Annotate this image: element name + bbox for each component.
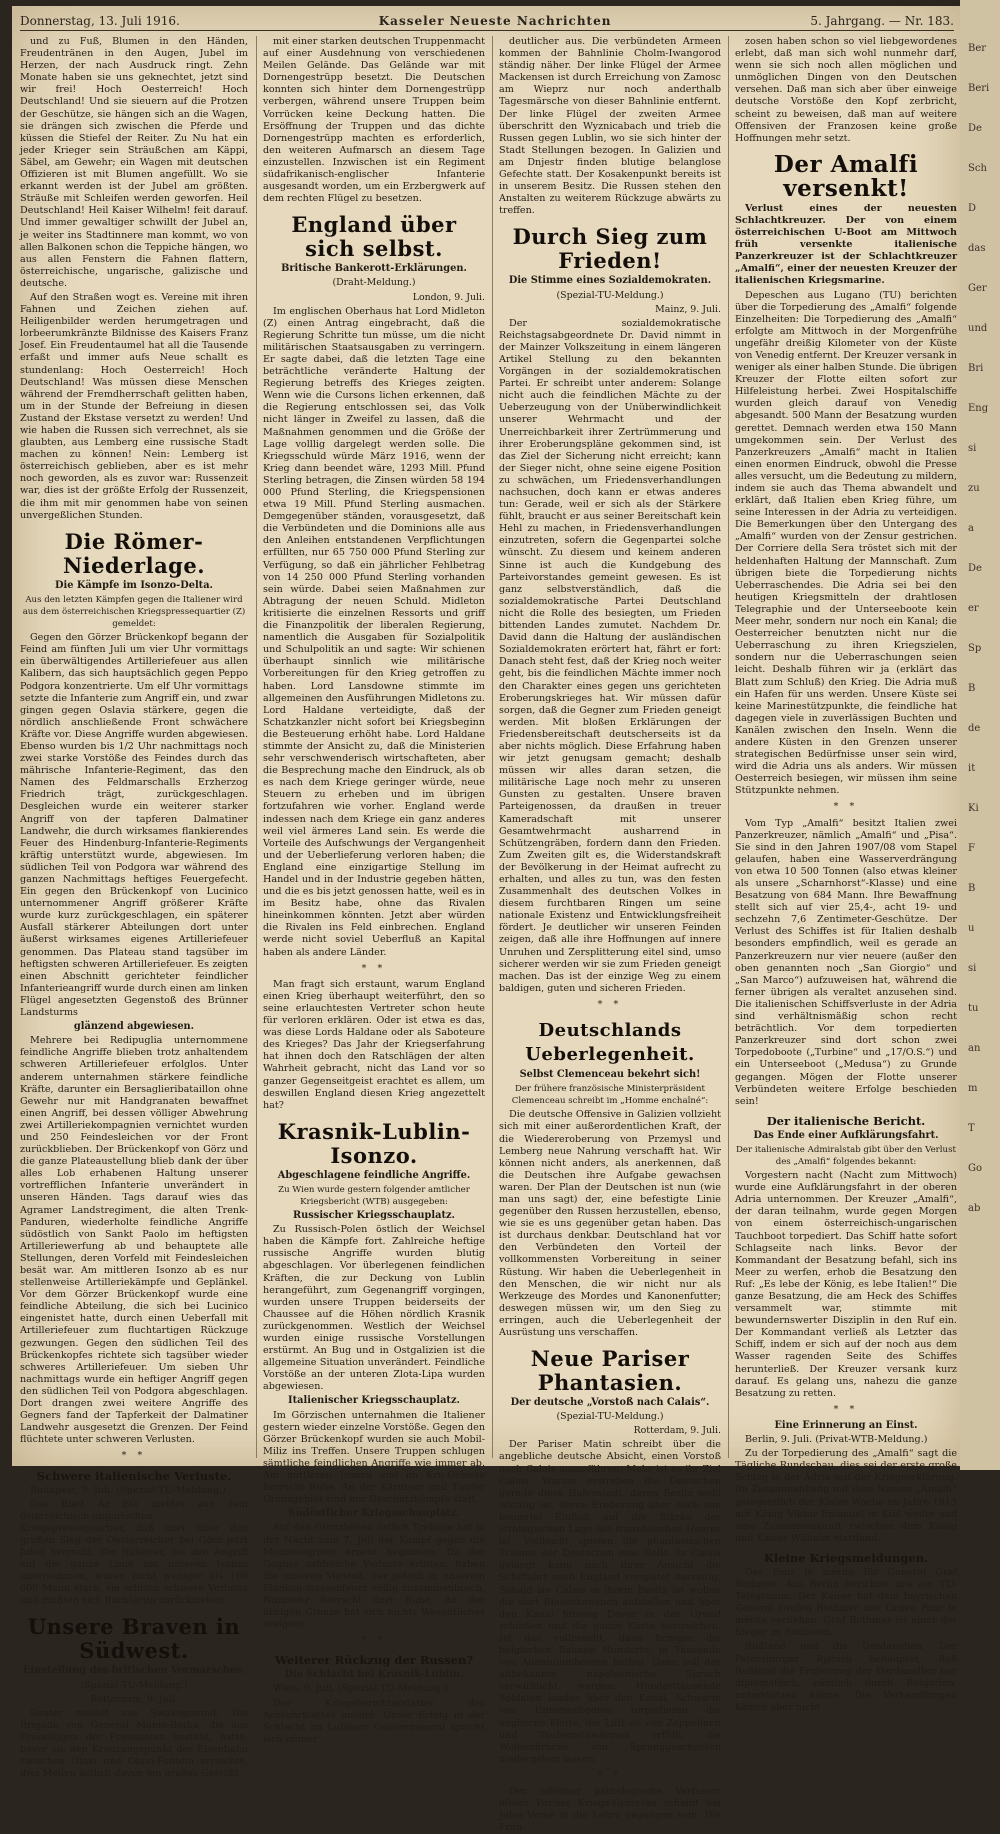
separator-stars: * * <box>833 801 859 813</box>
article-text: Gegen den Görzer Brückenkopf begann der Feind am fünften Juli um vier Uhr vormittags ein überwältigendes Artilleriefeuer aus allen Kalibern, das sich hauptsächlich gegen Peppo Podgora konzentrierte. Um elf Uhr vormittags setzte die Infanterie zum Angriff ein, und zwar gingen gegen Oslavia stärkere, gegen die nördlich anschließende Front schwächere Kräfte vor. Diese Angriffe wurden abgewiesen. Ebenso wurden bis 1/2 Uhr nachmittags noch zwei starke Vorstöße des Feindes durch das mährische Infanterie-Regiment, das den Namen des Feldmarschalls Erzherzog Friedrich trägt, zurückgeschlagen. Desgleichen wurde ein weiterer starker Angriff von der tapferen Dalmatiner Landwehr, die durch wirksames flankierendes Feuer des Hindenburg-Infanterie-Regiments kräftig unterstützt wurde, abgewiesen. Im südlichen Teil von Podgora war während des ganzen Nachmittags heftiges Feuergefecht. Ein gegen den Brückenkopf von Lucinico unternommener Angriff größerer Kräfte wurde kurz zurückgeschlagen, ein späterer Ausfall stärkerer Abteilungen dort unter äußerst wirksames eigenes Artilleriefeuer genommen. Das Plateau stand tagsüber im heftigsten schweren Artilleriefeuer. Es zeigten einen Abschnitt gerichteter feindlicher Infanterieangriff wurde durch einen am linken Flügel angesetzten Gegenstoß des Brünner Landsturms <box>20 632 248 1019</box>
newspaper-title: Kasseler Neueste Nachrichten <box>378 14 612 28</box>
adjacent-page-fragment: F <box>968 843 975 854</box>
adjacent-page-fragment: Ki <box>968 803 979 814</box>
adjacent-page-fragment: D <box>968 203 977 214</box>
separator-stars: * * <box>597 1769 623 1781</box>
separator-stars: * * <box>597 998 623 1010</box>
adjacent-page-fragment: de <box>968 723 981 734</box>
headline-roemer-niederlage: Die Römer-Niederlage. <box>62 528 206 578</box>
separator-stars: * * <box>361 962 387 974</box>
article-text: Auf den Straßen wogt es. Vereine mit ihren Fahnen und Zeichen ziehen auf. Heiligenbilder werden herumgetragen und lorbeerumkränzte Bildnisse des Kaisers Franz Josef. Ein Freudentaumel hat all die Tausende erfaßt und immer aufs Neue schallt es stundenlang: Hoch Oesterreich! Hoch Deutschland! Was müssen diese Menschen während der Fremdherrschaft gelitten haben, um in der Stunde der Befreiung in diesen Zustand der Ekstase versetzt zu werden! Und wie haben die Russen sich verrechnet, als sie glaubten, aus Lemberg eine russische Stadt machen zu können! Nein: Lemberg ist österreichisch geblieben, aber es ist mehr noch geworden, als es zuvor war: Russenzeit war, dies ist der größte Erfolg der Russenzeit, die ihm mit mir genommen habe von seinen unvergeßlichen Stunden. <box>20 291 248 521</box>
article-text: Mehrere bei Redipuglia unternommene feindliche Angriffe blieben trotz anhaltendem schweren Artilleriefeuer erfolglos. Unter anderem unternahmen stärkere feindliche Kräfte, darunter ein Bersaglieribataillon ohne Gewehr nur mit Handgranaten bewaffnet einen Angriff, bei dessen völliger Abwehrung zwei Artilleriekompagnien vernichtet wurden und 250 Feindesleichen vor der Front zurückblieben. Der Brückenkopf von Görz und die ganze Plateaustellung blieb dank der über alles Lob erhabenen Haltung unserer vortrefflichen Infanterie unverändert in unseren Händen. Tags darauf wies das Agramer Landstregiment, die alten Trenk-Panduren, wiederholte feindliche Angriffe südöstlich von Sankt Paolo im heftigsten Artilleriewerfung ab und behauptete alle Stellungen, deren Vorfeld mit Feindesleichen besät war. Am mittleren Isonzo ab es nur stellenweise Artilleriekämpfe und Geplänkel. Vor dem Görzer Brückenkopf wurde eine feindliche Abteilung, die sich bei Lucinico eingenistet hatte, durch einen Ueberfall mit Artilleriefeuer zum fluchtartigen Rückzuge gezwungen. Gegen den südlichen Teil des Brückenkopfes richtete sich tagsüber wieder schweres Artilleriefeuer. Um sieben Uhr nachmittags wurde ein heftiger Angriff gegen den südlichen Teil von Podgora abgeschlagen. Dort drangen zwei weitere Angriffe des Gegners fand der Tapferkeit der Dalmatiner Landwehr ausgesetzt die Grenzen. Der Feind flüchtete unter schweren Verlusten. <box>20 1035 248 1446</box>
section-heading: Eine Erinnerung an Einst. <box>774 1419 918 1431</box>
adjacent-page-fragment: B <box>968 883 976 894</box>
adjacent-page-fragment: B <box>968 683 976 694</box>
subheadline: Die Stimme eines Sozialdemokraten. <box>508 275 712 287</box>
article-text: Vorgestern nacht (Nacht zum Mittwoch) wurde eine Aufklärungsfahrt in der oberen Adria unternommen. Der Kreuzer „Amalfi“, der daran teilnahm, wurde gegen Morgen von einem österreichisch-ungarischen Tauchboot torpediert. Das Schiff hatte sofort Schlagseite nach links. Bevor der Kommandant der Besatzung befahl, sich ins Meer zu werfen, erhob die Besatzung den Ruf: „Es lebe der König, es lebe Italien!“ Die ganze Besatzung, die am Heck des Schiffes versammelt war, stimmte mit bewundernswerter Disziplin in den Ruf ein. Der Kommandant verließ als Letzter das Schiff, indem er sich auf der noch aus dem Wasser ragenden Seite des Schiffes herunterließ. Der Kreuzer versank kurz darauf. Es gelang uns, nahezu die ganze Besatzung zu retten. <box>735 1170 957 1399</box>
adjacent-page-text <box>960 40 1000 1218</box>
article-note: Der frühere französische Ministerpräsident Clemenceau schreibt im „Homme enchaîné“: <box>511 1084 709 1107</box>
adjacent-page-fragment: it <box>968 763 976 774</box>
issue-number: 5. Jahrgang. — Nr. 183. <box>810 14 954 28</box>
article-text: deutlicher aus. Die verbündeten Armeen kommen der Bahnlinie Cholm-Iwangorod ständig näher. Der linke Flügel der Armee Mackensen ist durch Erreichung von Zamosc am Wieprz nur noch anderthalb Tagesmärsche von dieser Bahnlinie entfernt. Der linke Flügel der zweiten Armee überschritt den Wyznicabach und trieb die Russen gegen Lublin, wo sie sich hinter der Stadt Stellungen bezogen. In Galizien und am Dnjestr finden blutige belanglose Gefechte statt. Der Kosakenpunkt bereits ist in unserem Besitz. Die Russen stehen den Anstalten zu weiterem Rückzuge abwärts zu treffen. <box>499 36 721 217</box>
section-heading: glänzend abgewiesen. <box>73 1021 195 1033</box>
headline-amalfi: Der Amalfi versenkt! <box>773 150 919 202</box>
newspaper-page <box>12 6 962 1834</box>
adjacent-page-fragment: si <box>968 443 977 454</box>
column-4 <box>728 36 957 1713</box>
dateline: Berlin, 9. Juli. (Privat-WTB-Meldung.) <box>745 1434 928 1446</box>
adjacent-page-fragment: Sp <box>968 643 982 654</box>
adjacent-page-fragment: a <box>968 523 974 534</box>
article-note: Der italienische Admiralstab gibt über den Verlust des „Amalfi“ folgendes bekannt: <box>736 1144 956 1167</box>
source-line: (Draht-Meldung.) <box>332 277 416 289</box>
dateline: London, 9. Juli. <box>412 291 485 303</box>
column-3 <box>492 36 721 1834</box>
adjacent-page-fragment: Ber <box>968 43 987 54</box>
adjacent-page-fragment: De <box>968 563 982 574</box>
dateline: Wien, 9. Juli. (Spezial-TU-Meldung.) <box>273 1683 448 1695</box>
adjacent-page-fragment: u <box>968 923 975 934</box>
article-text: und zu Fuß, Blumen in den Händen, Freudentränen in den Augen, Jubel im Herzen, der nach Ausdruck ringt. Zehn Monate haben sie uns geknechtet, jetzt sind wir frei! Hoch Oesterreich! Hoch Deutschland! Und sie sieuern auf die Protzen der Geschütze, sie hängen sich an die Wagen, sie drängen sich zwischen die Pferde und küssen die Stiefel der Reiter. Zu Nu hat ein jeder Krieger sein Sträußchen am Käppi, Säbel, am Gewehr; ein Wagen mit deutschen Offizieren ist mit Blumen angefüllt. Wo sie erkannt werden ist der Jubel am größten. Sträuße mit Schleifen werden geworfen. Heil Deutschland! Heil Kaiser Wilhelm! feit darauf. Und immer gewaltiger schwillt der Jubel an, je weiter ins Stadtinnere man kommt, wo von allen Balkonen schon die Teppiche hängen, wo aus allen Fenstern die Fahnen flattern, österreichische, ungarische, galizische und deutsche. <box>20 36 248 289</box>
article-text: Der Pariser Matin schreibt über die angebliche deutsche Absicht, einen Vorstoß nach Calais auszuführen: Mehr ist es ihr Ziel Calais. Warum erstreben die Deutschen gerade diese Hafenstadt, deren Besitz wohl wichtig ist, deren Eroberung aber doch von keinerlei Einfluß auf die Stärke der strategischen Lage des französischen Heeres ist. Vielleicht spielen die phantastischen Träume der Deutschen eine Rolle. In Calais gelangt kann nach ihrer Ansicht die Schiffahrt nach England verspätet derzeitig. Sobald sie Calais in ihrem Besitz ist wollen die dort Riesenkanonen aufstellen und über den Kanal hinweg Dover in den Grund schießen und die ganze Küste bestreichen. Ist das vollbracht, dann bringen die belgischen Bahnen Hunderte, ja Tausende von Aluminiumbooten herbei. Dann soll der altbekannte napoleonische Spruch verwirklicht werden: Hunderttausende Soldaten landen über den Kanal, Schwarm von Unterseebooten torpedieren die englische Flotte, die Luft ist von Zeppelinen und Taubenschwärmen erfüllt, die Wolkenbrüche von Sprenggeschossen niedergehen lassen. <box>499 1439 721 1765</box>
adjacent-page-fragment: zu <box>968 483 980 494</box>
adjacent-page-fragment: m <box>968 1083 978 1094</box>
adjacent-page-fragment: das <box>968 243 986 254</box>
headline-braven: Unsere Braven in Südwest. <box>27 1614 241 1664</box>
subheadline: Selbst Clemenceau bekehrt sich! <box>519 1069 701 1081</box>
article-text: Das Blatt Az Est meldet aus dem österreichisch-ungarischen Kriegspressequartier, daß dort über den großen Sieg der Oesterreicher bei Görz jetzt Jubel herrscht. Die Italiener, die den Angriff auf die ganze Linie am unteren Isonzo unternahmen, waren nicht weniger als 160 000 Mann stark; sie erlitten schwere Verluste und mußten sich fluchtartig zurückziehen. <box>20 1498 248 1607</box>
adjacent-page-fragment: Ger <box>968 283 987 294</box>
article-text: Depeschen aus Lugano (TU) berichten über die Torpedierung des „Amalfi“ folgende Einzelheiten: Die Torpedierung des „Amalfi“ erfolgte am Mittwoch in der Morgenfrühe ungefähr dreißig Kilometer von der Küste von Venedig entfernt. Der Kreuzer versank in weniger als einer halben Stunde. Die übrigen Kreuzer der Flotte eilten sofort zur Hilfeleistung herbei. Zwei Hospitalschiffe wurden gleich darauf von Venedig abgesandt. 500 Mann der Besatzung wurden gerettet. Demnach werden etwa 150 Mann umgekommen sein. Der Verlust des Panzerkreuzers „Amalfi“ macht in Italien einen enormen Eindruck, obwohl die Presse alles versucht, um die Bedeutung zu mildern, indem sie auch das Thema abwandelt und erklärt, daß Italien eben Krieg führe, um seine Interessen in der Adria zu verteidigen. Die Bemerkungen über den Untergang des „Amalfi“ wurden von der Zensur gestrichen. Der Corriere della Sera tröstet sich mit der heldenhaften Haltung der Mannschaft. Zum übrigen biete die Torpedierung nichts Ueberraschendes. Die Adria sei bei den heutigen Kriegsmitteln der drahtlosen Telegraphie und der Unterseeboote kein Meer mehr, sondern nur noch ein Kanal; die Oesterreicher benutzten nicht nur die Ueberraschung zu ihren Kriegszielen, sondern nur die Ueberraschungen seien leicht. Deshalb führen wir ja (erklärt das Blatt zum Schluß) den Krieg. Die Adria muß ein Hafen für uns werden. Unsere Küste sei keine Marinestützpunkte, die feindliche hat dagegen viele in zuverlässigen Buchten und Kanälen zwischen den Inseln. Wenn die andere Küsten in den Grenzen unserer strategischen Bedürfnisse unser sein wird, wird die Adria uns als anders. Wir müssen Oesterreich besiegen, wir müssen ihm seine Stützpunkte nehmen. <box>735 289 957 797</box>
adjacent-page-fragment: Sch <box>968 163 987 174</box>
article-note: Zu Wien wurde gestern folgender amtlicher Kriegsbericht (WTB) ausgegeben: <box>278 1184 470 1207</box>
separator-stars: * * <box>833 1403 859 1415</box>
article-text: Vom Typ „Amalfi“ besitzt Italien zwei Panzerkreuzer, nämlich „Amalfi“ und „Pisa“. Sie sind in den Jahren 1907/08 vom Stapel gelaufen, haben eine Wasserverdrängung von etwa 10 500 Tonnen (also etwas kleiner als unsere „Scharnhorst“-Klasse) und eine Besatzung von 684 Mann. Ihre Bewaffnung stellt sich auf vier 25,4-, acht 19- und sechzehn 7,6 Zentimeter-Geschütze. Der Verlust des Schiffes ist für Italien deshalb besonders empfindlich, weil es gerade an Panzerkreuzern nur vier neuere (außer den oben genannten noch „San Giorgio“ und „San Marco“) aufzuweisen hat, während die ferner übrigen als veraltet anzusehen sind. Die italienischen Schiffsverluste in der Adria sind verhältnismäßig schon recht beträchtlich. Vor dem torpedierten Panzerkreuzer sind dort schon zwei Torpedoboote („Turbine“ und „17/O.S.“) und ein Unterseeboot („Medusa“) zu Grunde gegangen. Mögen der Flotte unserer Verbündeten weitere Erfolge beschieden sein! <box>735 817 957 1107</box>
article-text: zosen haben schon so viel liebgewordenes erlebt, daß man sich wohl nunmehr darf, wenn sie sich noch allen möglichen und unmöglichen Dingen von den Deutschen versehen. Daß man sich aber über einweige deutsche Vorstöße den Kopf zerbricht, scheint zu beweisen, daß man auf weitere Offensiven der Franzosen keine große Hoffnungen mehr setzt. <box>735 36 957 144</box>
adjacent-page-fragment: si <box>968 963 977 974</box>
subheadline: Der deutsche „Vorstoß nach Calais“. <box>510 1397 710 1409</box>
dateline: Mainz, 9. Juli. <box>655 303 721 315</box>
section-heading: Italienischer Kriegsschauplatz. <box>288 1395 460 1407</box>
article-lead: Verlust eines der neuesten Schlachtkreuzer. Der von einem österreichischen U-Boot am Mittwoch früh versenkte italienische Panzerkreuzer ist der Schlachtkreuzer „Amalfi“, einer der neuesten Kreuzer der italienischen Kriegsmarine. <box>735 202 957 287</box>
article-text: Reuter meldet aus Swakopmund: Die Brigade von General Manie-Botha, die aus Freiwilligen der Freistaaten besteht, hatte, bevor sie den Kreuzungspunkt der Eisenbahn zwischen Otavi und Otavi-Fontein erreichte, drei Meilen östlich davon ein großes Gefecht <box>20 1707 248 1780</box>
article-text: Zu Russisch-Polen östlich der Weichsel haben die Kämpfe fort. Zahlreiche heftige russische Angriffe wurden blutig abgeschlagen. Vor überlegenen feindlichen Kräften, die zur Deckung von Lublin herangeführt, zum Gegenangriff vorgingen, wurden unsere Truppen beiderseits der Chaussee auf die Höhen nördlich Krasnik zurückgenommen. Westlich der Weichsel wurden einige russische Vorstellungen erstürmt. An Bug und in Ostgalizien ist die allgemeine Situation unverändert. Feindliche Vorstöße an der unteren Zlota-Lipa wurden abgewiesen. <box>263 1224 485 1393</box>
section-heading: Russischer Kriegsschauplatz. <box>293 1210 455 1222</box>
subheadline: Das Ende einer Aufklärungsfahrt. <box>753 1129 939 1141</box>
source-line: (Spezial-TU-Meldung.) <box>556 289 664 301</box>
adjacent-page-fragment: Bri <box>968 363 984 374</box>
article-text: Im Görzischen unternahmen die Italiener gestern wieder einzelne Vorstöße. Gegen den Görzer Brückenkopf wurden sie auch Mobil-Miliz ins Treffen. Unsere Truppen schlugen sämtliche feindlichen Angriffe wie immer ab. Am mittleren Isonzo und im Krn-Gebiete herrscht Ruhe. An der Kärntner und Tiroler Grenzgebiet sind nur Geschützkämpfe statt. <box>263 1409 485 1506</box>
adjacent-page-fragment: Beri <box>968 83 990 94</box>
dateline: Rotterdam, 9. Juli. <box>633 1425 721 1437</box>
adjacent-page-fragment: tu <box>968 1003 979 1014</box>
headline-ueberlegenheit: Deutschlands Ueberlegenheit. <box>525 1020 695 1066</box>
column-1 <box>20 36 248 1780</box>
subheadline: Die Kämpfe im Isonzo-Delta. <box>55 579 213 591</box>
separator-stars: * * <box>361 1635 387 1647</box>
section-heading: Südöstlicher Kriegsschauplatz. <box>288 1508 460 1520</box>
article-text: Man fragt sich erstaunt, warum England einen Krieg überhaupt weiterführt, den so seine erlauchtesten Vertreter schon heute für verloren erklären. Oder ist etwa es das, was diese Lords Haldane oder als Saboteure des Krieges? Das Jahr der Kriegserfahrung hat ihnen doch den Ratschlägen der alten Wahrheit gebracht, nicht das Land vor so ganzer Gegenseitgeist erachtet es allem, um deswillen England diesen Krieg angezettelt hat? <box>263 978 485 1111</box>
subheadline: Britische Bankerott-Erklärungen. <box>281 263 467 275</box>
article-text: Der Pour le mérite für General Graf Bothmer. Aus Berlin berichtet uns ein TU-Telegramm: Der Kaiser hat dem bayrischen General Grafen Bothmer den Orden Pour le mérite verliehen. Graf Bothmer ist einer der Sieger im Südosten. <box>735 1566 957 1639</box>
adjacent-page-fragment: De <box>968 123 982 134</box>
issue-date: Donnerstag, 13. Juli 1916. <box>20 14 180 28</box>
article-text: Auf den Grenzhöhen östlich Trebinje hat in der Nacht zum 7. Juli der Kampf gegen die Montenegriner erneut begonnen. Da der Gegner zahlreiche Verluste erlitten, haben die unseren Vorstoß, der jedoch in unserem Flanken-massenfeuer völlig zusammenbrach. Nunmehr herrscht dort Ruhe. An der übrigen Grenze hat sich nichts Wesentliches ereignet. <box>263 1522 485 1631</box>
article-text: mit einer starken deutschen Truppenmacht auf einer Ausdehnung von verschiedenen Meilen Gelände. Das Gelände war mit Dornengestrüpp besetzt. Die Deutschen konnten sich hinter dem Dornengestrüpp verbergen, während unsere Truppen beim Vorrücken keine Deckung hatten. Die Ersöffnung der Truppen und das dichte Dornengestrüpp machten es erforderlich, den weiteren Aufmarsch an diesem Tage einzustellen. Inzwischen ist ein Regiment südafrikanisch-englischer Infanterie ausgesandt worden, um ein Erzbergwerk auf dem rechten Flügel zu besetzen. <box>263 36 485 205</box>
adjacent-page-fragment: er <box>968 603 979 614</box>
headline-england: England über sich selbst. <box>291 212 457 262</box>
subheadline: Abgeschlagene feindliche Angriffe. <box>277 1169 471 1181</box>
headline-sieg-frieden: Durch Sieg zum Frieden! <box>512 224 708 274</box>
dateline: Rotterdam, 9. Juli. <box>90 1693 178 1705</box>
article-text: Der Kriegsberichterstatter des Achtuhrblattes meldet: Unser Erfolg in der Schlacht im Lubliner Gouvernement spricht sich immer <box>263 1697 485 1745</box>
article-text: Der sozialdemokratische Reichstagsabgeordnete Dr. David nimmt in der Mainzer Volkszeitung in einem längeren Artikel Stellung zu den bekannten Vorgängen in der sozialdemokratischen Partei. Er schreibt unter anderem: Solange nicht auch die feindlichen Mächte zu der Ueberzeugung von der Unüberwindlichkeit unserer Wehrmacht und der Unerreichbarkeit ihrer Zertrümmerung und ihrer Eroberungspläne gekommen sind, ist das Ziel der Sicherung nicht erreicht; kann der Sieger nicht, ohne seine eigene Position zu schwächen, um Friedensverhandlungen nachsuchen, doch kann er etwas anderes tun: Gerade, weil er sich als der Stärkere fühlt, braucht er aus seiner Bereitschaft kein Hehl zu machen, in Friedensverhandlungen einzutreten, sofern die Gegenpartei solche wünscht. Zu diesem und keinem anderen Sinne ist auch die Kundgebung des Parteivorstandes gemeint gewesen. Es ist ganz selbstverständlich, daß die sozialdemokratische Partei Deutschland nicht die Rolle des besiegten, um Frieden bittenden Landes zumutet. Nachdem Dr. David dann die Haltung der ausländischen Sozialdemokraten erörtert hat, fährt er fort: Danach steht fest, daß der Krieg noch weiter geht, bis die feindlichen Mächte immer noch den Charakter eines gegen uns gerichteten Eroberungskrieges hat. Wir müssen dafür sorgen, daß die Gegner zum Frieden geneigt werden. Mit bloßen Erklärungen der Friedensbereitschaft deutscherseits ist da aber nichts möglich. Diese Erfahrung haben wir jetzt genugsam gemacht; deshalb müssen wir alles daran setzen, die militärische Lage noch mehr zu unseren Gunsten zu gestalten. Unsere braven Parteigenossen, da draußen in treuer Kameradschaft mit unserer Gesamtwehrmacht ausharrend in Schützengräben, fordern dann den Frieden. Zum Zweiten gilt es, die Widerstandskraft der Bevölkerung in der Heimat aufrecht zu erhalten, und alles zu tun, was den festen Zusammenhalt des deutschen Volkes in diesem furchtbaren Ringen um seine nationale Existenz und Entwicklungsfreiheit fördert. Je deutlicher wir unseren Feinden zeigen, daß alle ihre Hoffnungen auf innere Unruhen und Zersplitterung eitel sind, umso sicherer werden wir sie zum Frieden geneigt machen. Das ist der einzige Weg zu einem baldigen, guten und sicheren Frieden. <box>499 317 721 994</box>
column-2 <box>256 36 485 1745</box>
source-line: (Spezial-TU-Meldung.) <box>80 1679 188 1691</box>
headline-verluste: Schwere italienische Verluste. <box>36 1468 232 1483</box>
dateline: Budapest, 9. Juli. (Spezial-TU-Meldung.) <box>30 1484 226 1496</box>
headline-phantasien: Neue Pariser Phantasien. <box>530 1346 690 1396</box>
separator-stars: * * <box>121 1450 147 1462</box>
article-text: Die deutsche Offensive in Galizien vollzieht sich mit einer außerordentlichen Kraft, der die Wiedereroberung von Przemysl und Lemberg neue Nahrung verschafft hat. Wir können nicht anders, als anerkennen, daß die Deutschen ihre Aufgabe gewachsen waren. Der Plan der Deutschen ist nun (wie man uns sagt) der, eine befestigte Linie gegenüber den Russen herzustellen, ebenso, wie sie es uns gegenüber getan haben. Das ist durchaus denkbar. Deutschland hat vor den Verbündeten den Vorteil der vollkommensten Vorbereitung in seiner Rüstung. Wir haben die Ueberlegenheit in den Menschen, die wir nicht nur als Werkzeuge des Mordes und Kanonenfutter; deswegen müssen wir, um den Sieg zu erringen, auch die Ueberlegenheit der Ausrüstung uns verschaffen. <box>499 1109 721 1338</box>
adjacent-page-fragment: Eng <box>968 403 989 414</box>
adjacent-page-fragment: Go <box>968 1163 983 1174</box>
headline-ital-bericht: Der italienische Bericht. <box>766 1113 926 1128</box>
adjacent-page-strip <box>960 0 1000 1470</box>
subheadline: Einstellung des britischen Vormarsches. <box>23 1665 245 1677</box>
article-note: Aus den letzten Kämpfen gegen die Italiener wird aus dem österreichischen Kriegspressequartier (Z) gemeldet: <box>22 594 246 630</box>
article-text: Rußland und die Dardanellen. Der Petersburger Rjetsch behauptet, daß Rußland die Eroberung der Dardanellen nur diplomatisch, nämlich durch Bulgarien, unterstützen könne. Die Verhandlungen kämen aber nicht <box>735 1641 957 1713</box>
adjacent-page-fragment: an <box>968 1043 981 1054</box>
masthead-line <box>20 12 954 31</box>
adjacent-page-fragment: und <box>968 323 988 334</box>
headline-krasnik: Krasnik-Lublin-Isonzo. <box>277 1118 471 1168</box>
headline-kleine-meldungen: Kleine Kriegsmeldungen. <box>763 1550 929 1565</box>
article-text: Der offenbar pathologische Verfasser dieser Pariser Kriegs-Groteske scheint bei Jules Verne in die Lehre gegangen sein. Die Fran- <box>499 1786 721 1834</box>
article-text: Zu der Torpedierung des „Amalfi“ sagt die Tägliche Rundschau, dies sei der erste große Schlag in der Adria seit der Kriegserklärung. Im Zusammenhang mit dem Namen „Amalfi“ gelegentlich der Kieler Woche im Jahre 1913 mit König Viktor Emanuel in Kiel weilte und eine Zusammenkunft zwischen dem König und Kaiser Wilhelm stattfand. <box>735 1448 957 1544</box>
article-text: Im englischen Oberhaus hat Lord Midleton (Z) einen Antrag eingebracht, daß die Regierung Schritte tun müsse, um die nicht militärischen Staatsausgaben zu verringern. Er sagte dabei, daß die letzten Tage eine beträchtliche veränderte Haltung der Regierung betreffs des Krieges zeigten. Wenn wie die Cursons lichen erkennen, daß die Regierung entschlossen sei, das Volk nicht länger in Zweifel zu lassen, daß die Maßnahmen genommen und die Größe der Lage volllig dargelegt werden solle. Die Kriegsschuld würde März 1916, wenn der Krieg dann beendet wäre, 1293 Mill. Pfund Sterling betragen, die Zinsen würden 58 194 000 Pfund Sterling, die Kriegspensionen etwa 19 Mill. Pfund Sterling ausmachen. Demgegenüber ständen, vorausgesetzt, daß die Verbündeten und die Dominions alle aus den Anleihen entstandenen Verpflichtungen erfüllten, nur 65 750 000 Pfund Sterling zur Verfügung, so daß ein jährlicher Fehlbetrag von 14 250 000 Pfund Sterling vorhanden sein würde. Dabei seien Maßnahmen zur Abtragung der neuen Schuld. Midleton kritisierte die einzelnen Ressorts und griff die Finanzpolitik der liberalen Regierung, namentlich die Ausgaben für Sozialpolitik und Schulpolitik an und sagte: Wir schienen überhaupt sinnlich wie militärische Vorbereitungen für den Krieg getroffen zu haben. Lord Lansdowne stimmte im allgemeinen den Ausführungen Midletons zu. Lord Haldane verteidigte, daß der Schatzkanzler nicht sofort bei Kriegsbeginn die Besteuerung erhöht habe. Lord Haldane stimmte der Ansicht zu, daß die Ministerien sehr verschwenderisch wirtschafteten, aber die Besprechung mache den Eindruck, als ob es nach dem Kriege geringer würde, neue Steuern zu erheben und im übrigen fortzufahren wie vorher. England werde indessen nach dem Kriege ein ganz anderes weil viel ärmeres Land sein. Es werde die Vorteile des Aufschwungs der Vergangenheit und der Ueberlieferung verloren haben; die England eine einzigartige Stellung im Handel und in der Industrie gegeben hätten, und die es bis jetzt genossen hatte, weil es in im Besitz habe, ohne das Rivalen hineinkommen könnten. Jetzt aber würden die Rivalen ins Feld einbrechen. England werde nicht soviel Ueberfluß an Kapital haben als andere Länder. <box>263 305 485 958</box>
adjacent-page-fragment: T <box>968 1123 975 1134</box>
subheadline: Die Schlacht bei Krasnik-Lublin. <box>284 1669 464 1681</box>
headline-rueckzug: Weiterer Rückzug der Russen? <box>274 1653 474 1668</box>
adjacent-page-fragment: ab <box>968 1203 981 1214</box>
source-line: (Spezial-TU-Meldung.) <box>556 1411 664 1423</box>
